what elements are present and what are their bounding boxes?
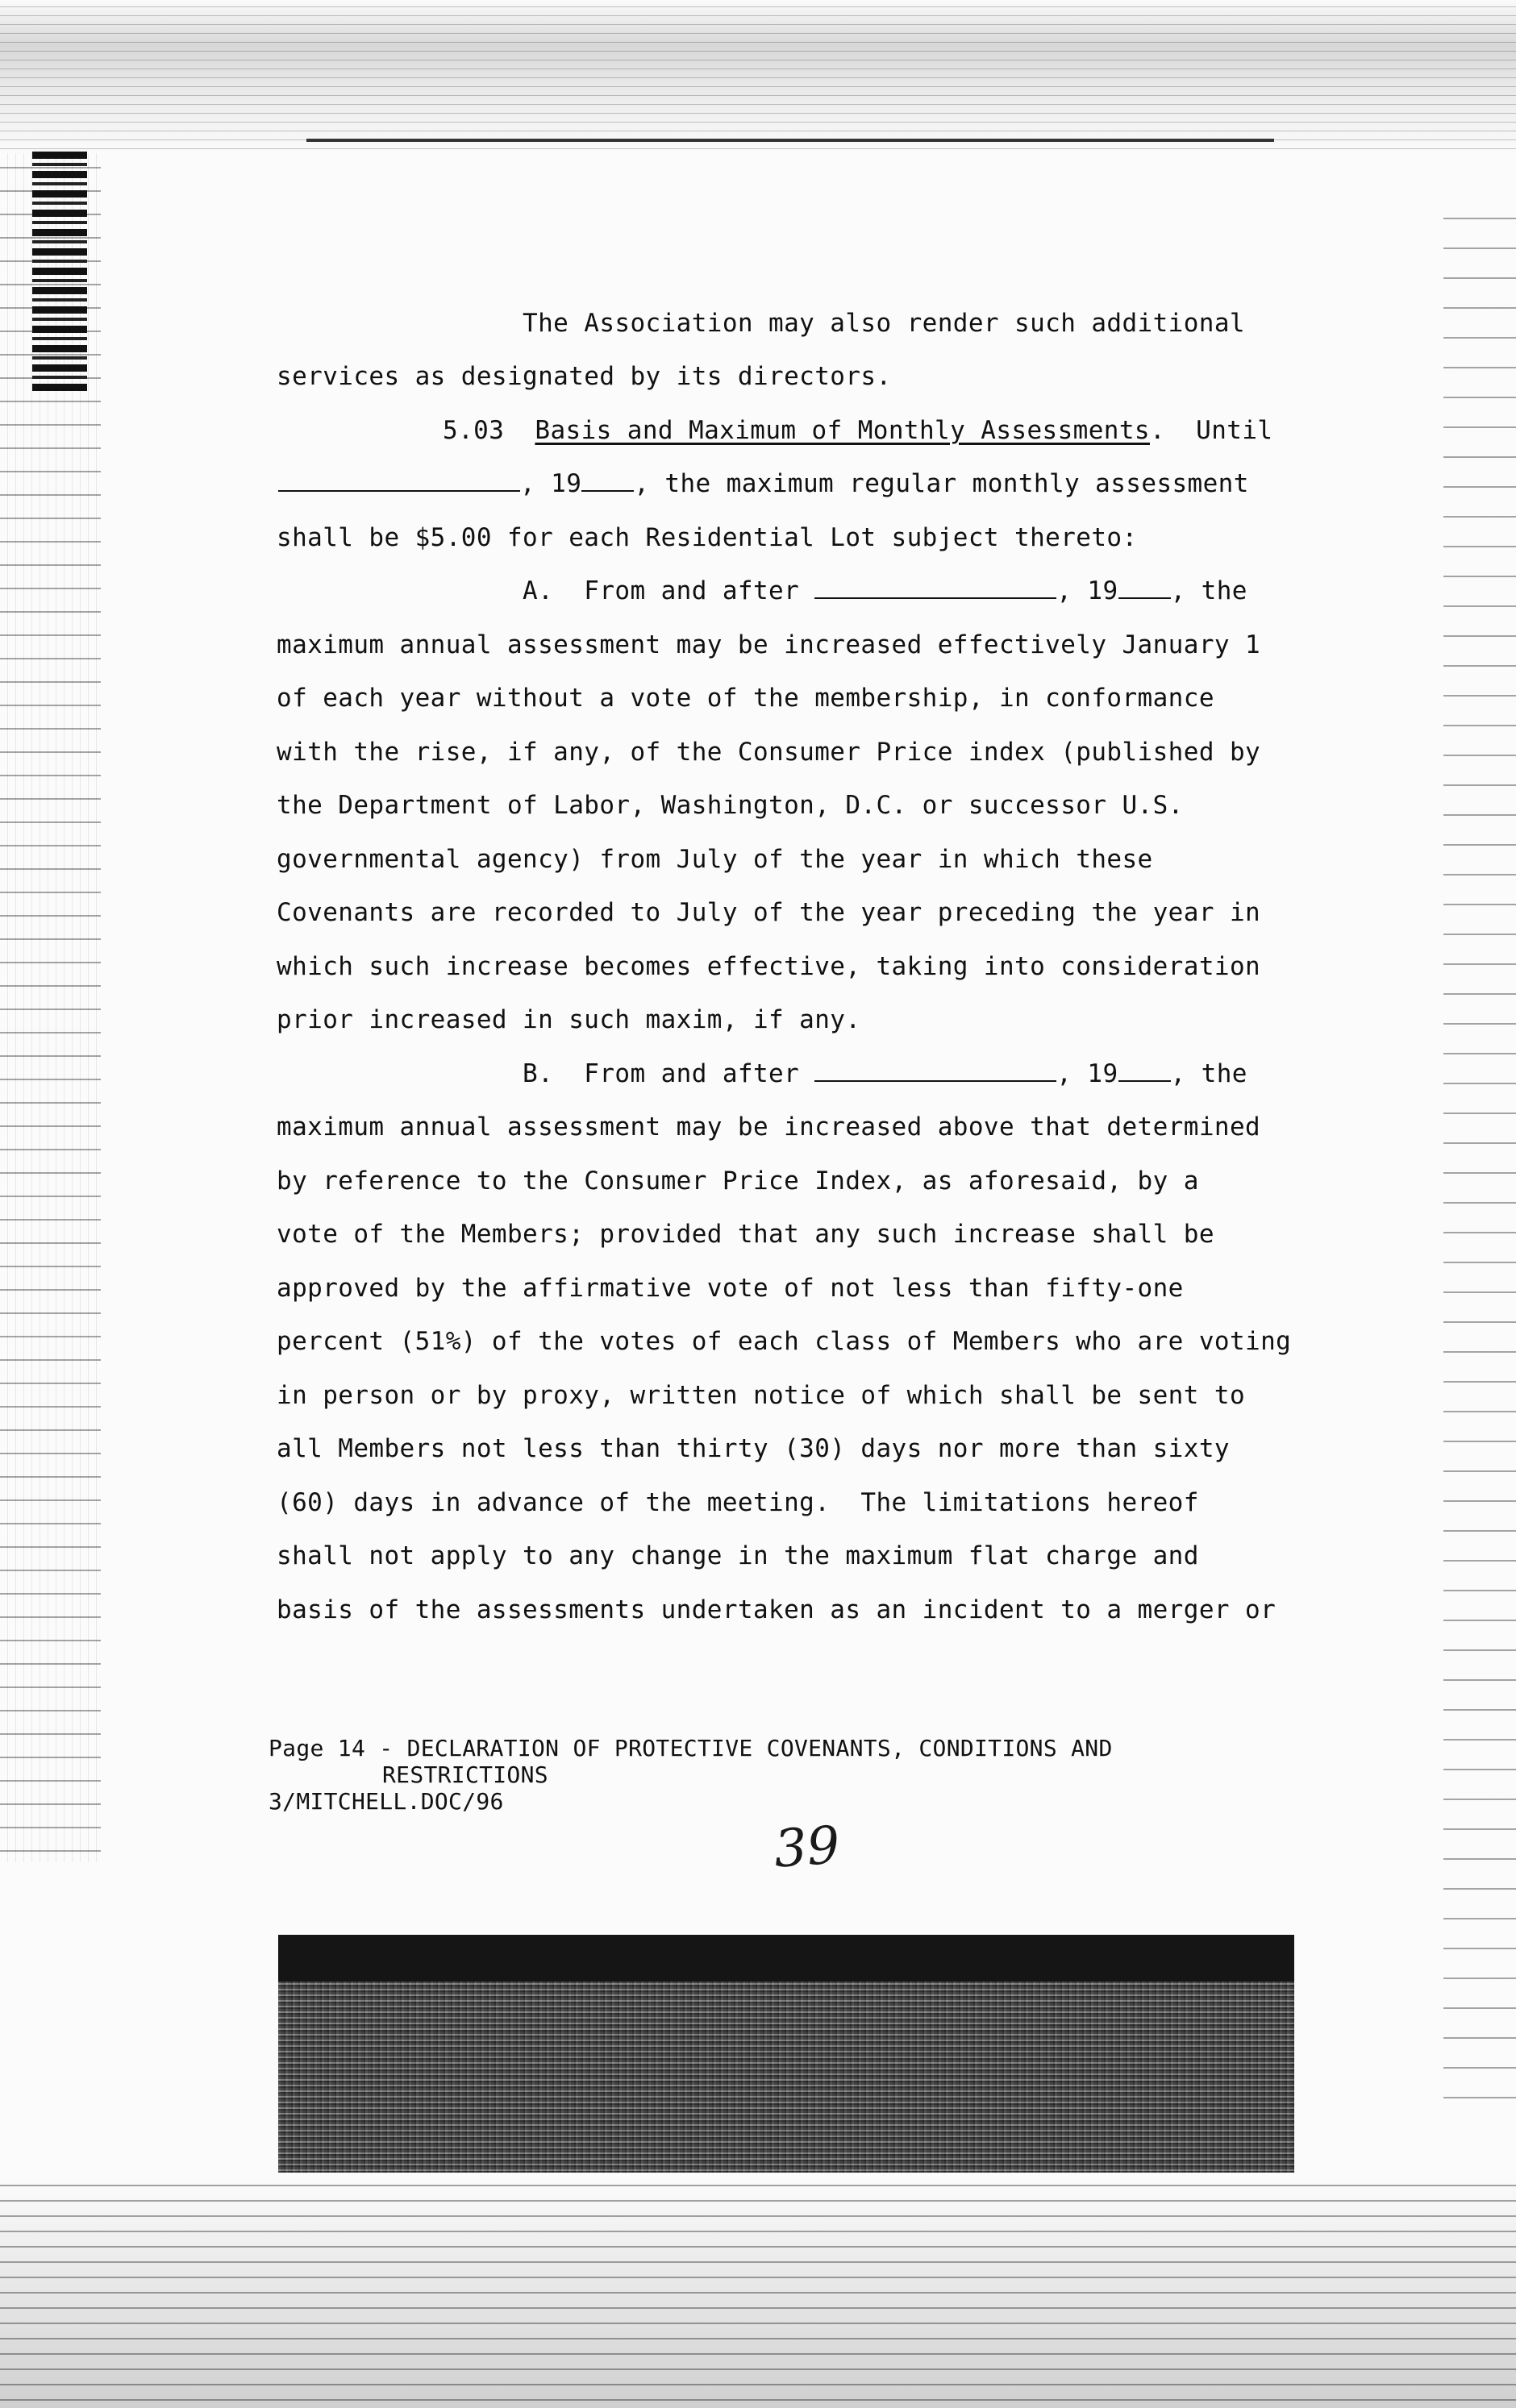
item-b-line bbox=[523, 1058, 1247, 1090]
section-heading: Basis and Maximum of Monthly Assessments bbox=[535, 416, 1150, 445]
year-prefix: , 19 bbox=[520, 469, 582, 498]
date-blank bbox=[278, 469, 520, 492]
paragraph-line: The Association may also render such additional bbox=[523, 309, 1245, 338]
section-number: 5.03 bbox=[443, 416, 505, 445]
item-label: B. bbox=[523, 1059, 554, 1088]
paragraph-line: (60) days in advance of the meeting. The limitations hereof bbox=[277, 1488, 1199, 1517]
year-prefix: , 19 bbox=[1056, 576, 1118, 605]
item-label: A. bbox=[523, 576, 554, 605]
paragraph-line: the Department of Labor, Washington, D.C. or successor U.S. bbox=[277, 791, 1184, 820]
footer-title-cont: RESTRICTIONS bbox=[382, 1761, 548, 1788]
scan-noise-bar bbox=[278, 1935, 1294, 1982]
year-prefix: , 19 bbox=[1056, 1059, 1118, 1088]
paragraph-text: , the maximum regular monthly assessment bbox=[634, 469, 1249, 498]
paragraph-line: shall be $5.00 for each Residential Lot subject thereto: bbox=[277, 523, 1138, 552]
paragraph-line: vote of the Members; provided that any such increase shall be bbox=[277, 1220, 1214, 1249]
item-text: From and after bbox=[584, 1059, 800, 1088]
barcode-mark bbox=[32, 149, 87, 391]
footer-file-ref: 3/MITCHELL.DOC/96 bbox=[269, 1788, 504, 1815]
item-text: , the bbox=[1170, 1059, 1247, 1088]
date-blank bbox=[814, 1059, 1056, 1082]
year-blank bbox=[1118, 1059, 1171, 1082]
paragraph-line: percent (51%) of the votes of each class of Members who are voting bbox=[277, 1327, 1292, 1356]
paragraph-line: which such increase becomes effective, taking into consideration bbox=[277, 952, 1261, 981]
year-blank bbox=[581, 469, 634, 492]
scan-edge-left bbox=[0, 153, 101, 1862]
scan-edge-right bbox=[1443, 193, 1516, 2112]
paragraph-line: approved by the affirmative vote of not less than fifty-one bbox=[277, 1274, 1184, 1303]
paragraph-line: governmental agency) from July of the year in which these bbox=[277, 845, 1153, 874]
paragraph-line: all Members not less than thirty (30) days nor more than sixty bbox=[277, 1434, 1230, 1463]
paragraph-line: prior increased in such maxim, if any. bbox=[277, 1005, 861, 1034]
paragraph-line: maximum annual assessment may be increased effectively January 1 bbox=[277, 630, 1261, 659]
footer-title: Page 14 - DECLARATION OF PROTECTIVE COVENANTS, CONDITIONS AND bbox=[269, 1735, 1113, 1761]
paragraph-line: by reference to the Consumer Price Index, as aforesaid, by a bbox=[277, 1167, 1199, 1196]
date-line bbox=[278, 468, 1249, 500]
paragraph-line: in person or by proxy, written notice of which shall be sent to bbox=[277, 1381, 1246, 1410]
paragraph-line: with the rise, if any, of the Consumer Price index (published by bbox=[277, 738, 1261, 767]
date-blank bbox=[814, 576, 1056, 599]
until-text: Until bbox=[1196, 416, 1273, 445]
scan-noise-bottom bbox=[0, 2177, 1516, 2408]
paragraph-line: basis of the assessments undertaken as an incident to a merger or bbox=[277, 1595, 1277, 1624]
paragraph-line: Covenants are recorded to July of the year preceding the year in bbox=[277, 898, 1261, 927]
section-heading-punct: . bbox=[1149, 416, 1166, 445]
section-heading-line bbox=[443, 414, 1273, 447]
item-text: , the bbox=[1170, 576, 1247, 605]
paragraph-line: of each year without a vote of the membership, in conformance bbox=[277, 684, 1214, 713]
paragraph-line: shall not apply to any change in the maximum flat charge and bbox=[277, 1541, 1199, 1570]
item-a-line bbox=[523, 575, 1247, 607]
item-text: From and after bbox=[584, 576, 800, 605]
paragraph-line: services as designated by its directors. bbox=[277, 362, 892, 391]
handwritten-page-number: 39 bbox=[772, 1815, 842, 1880]
scan-rule-top bbox=[306, 139, 1274, 142]
paragraph-line: maximum annual assessment may be increased above that determined bbox=[277, 1113, 1261, 1142]
year-blank bbox=[1118, 576, 1171, 599]
scan-noise-top bbox=[0, 0, 1516, 153]
